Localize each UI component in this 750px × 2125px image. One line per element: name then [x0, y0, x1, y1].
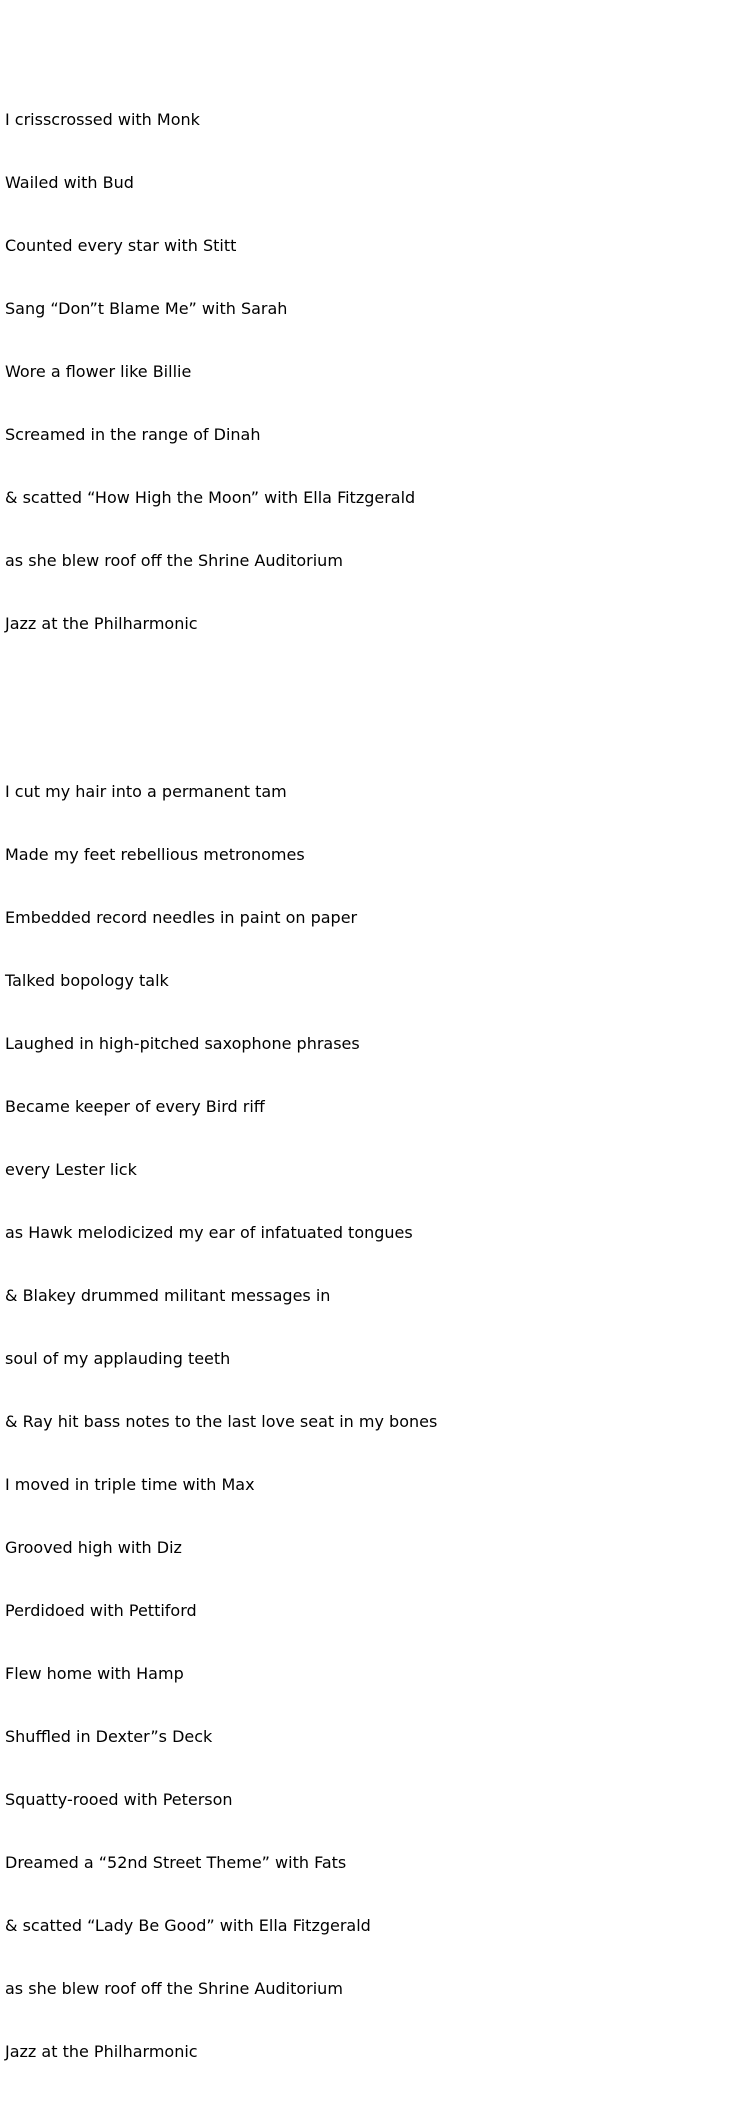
poem-line: Jazz at the Philharmonic — [5, 614, 198, 633]
poem-line: I cut my hair into a permanent tam — [5, 782, 287, 801]
poem-line: Dreamed a “52nd Street Theme” with Fats — [5, 1853, 347, 1872]
poem-line: Embedded record needles in paint on paper — [5, 908, 358, 927]
poem-line: Counted every star with Stitt — [5, 236, 237, 255]
poem-line: Sang “Don”t Blame Me” with Sarah — [5, 299, 288, 318]
poem-line: & scatted “How High the Moon” with Ella Fitzgerald — [5, 488, 416, 507]
poem-line: & scatted “Lady Be Good” with Ella Fitzgerald — [5, 1916, 371, 1935]
stanza-2 — [5, 739, 437, 2104]
poem-line: soul of my applauding teeth — [5, 1349, 231, 1368]
poem-line: Made my feet rebellious metronomes — [5, 845, 305, 864]
poem-line: I moved in triple time with Max — [5, 1475, 255, 1494]
poem-line: Perdidoed with Pettiford — [5, 1601, 197, 1620]
poem-line: Became keeper of every Bird riff — [5, 1097, 265, 1116]
poem-line: as she blew roof off the Shrine Auditorium — [5, 1979, 343, 1998]
poem-line: Laughed in high-pitched saxophone phrases — [5, 1034, 360, 1053]
poem-line: Flew home with Hamp — [5, 1664, 184, 1683]
poem-line: Talked bopology talk — [5, 971, 169, 990]
poem-line: & Ray hit bass notes to the last love seat in my bones — [5, 1412, 438, 1431]
poem-line: as Hawk melodicized my ear of infatuated tongues — [5, 1223, 413, 1242]
poem-line: Wore a flower like Billie — [5, 362, 192, 381]
poem-line: Screamed in the range of Dinah — [5, 425, 261, 444]
stanza-1 — [5, 67, 437, 676]
poem-text — [5, 25, 437, 2125]
poem-line: & Blakey drummed militant messages in — [5, 1286, 331, 1305]
poem-line: as she blew roof off the Shrine Auditorium — [5, 551, 343, 570]
poem-line: Jazz at the Philharmonic — [5, 2042, 198, 2061]
poem-line: Shuffled in Dexter”s Deck — [5, 1727, 213, 1746]
poem-line: Grooved high with Diz — [5, 1538, 182, 1557]
poem-line: Squatty-rooed with Peterson — [5, 1790, 233, 1809]
poem-line: every Lester lick — [5, 1160, 137, 1179]
poem-line: I crisscrossed with Monk — [5, 110, 200, 129]
poem-line: Wailed with Bud — [5, 173, 134, 192]
